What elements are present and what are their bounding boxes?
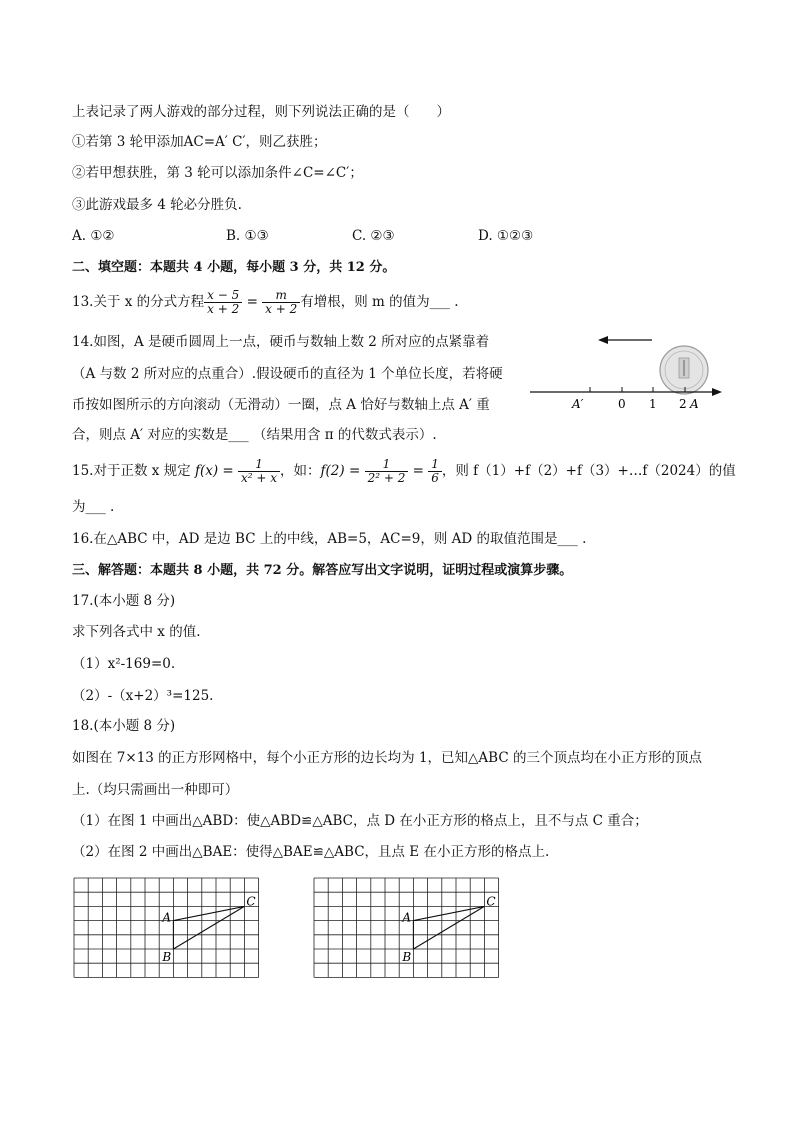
triangle-abc bbox=[413, 906, 484, 949]
roll-direction-arrowhead bbox=[598, 336, 608, 344]
q18-part-2: （2）在图 2 中画出△BAE：使得△BAE≌△ABC，且点 E 在小正方形的格点上. bbox=[72, 844, 550, 860]
q13-fraction-2: $\frac{m}{x + 2}$ bbox=[262, 289, 300, 316]
q15-line-2: 为___ . bbox=[72, 499, 115, 515]
q14-line-3: 币按如图所示的方向滚动（无滑动）一圈，点 A 恰好与数轴上点 A′ 重 bbox=[72, 397, 490, 413]
q12-option-b: B. ①③ bbox=[226, 228, 269, 244]
q14-line-2: （A 与数 2 所对应的点重合）.假设硬币的直径为 1 个单位长度，若将硬 bbox=[72, 366, 503, 382]
label-0: 0 bbox=[618, 397, 626, 411]
q12-statement-1: ①若第 3 轮甲添加AC=A′ C′，则乙获胜； bbox=[72, 134, 327, 150]
vertex-label-a: A bbox=[162, 910, 172, 925]
vertex-label-b: B bbox=[162, 950, 172, 964]
label-1: 1 bbox=[649, 397, 657, 411]
q17-part-1: （1）x²-169=0. bbox=[72, 656, 176, 672]
q15-post: ，则 f（1）+f（2）+f（3）+…f（2024）的值 bbox=[441, 463, 736, 479]
q13-line bbox=[72, 287, 458, 317]
section-2-heading: 二、填空题：本题共 4 小题，每小题 3 分，共 12 分。 bbox=[72, 260, 396, 275]
vertex-label-c: C bbox=[486, 894, 496, 909]
section-3-heading: 三、解答题：本题共 8 小题，共 72 分。解答应写出文字说明，证明过程或演算步骤。 bbox=[72, 563, 573, 578]
q15-fraction-result: $\frac{1}{6}$ bbox=[428, 458, 442, 485]
vertex-label-b: B bbox=[402, 950, 412, 964]
q15-f2: f(2) = bbox=[320, 463, 361, 479]
q12-option-c: C. ②③ bbox=[352, 228, 395, 244]
q13-equals: = bbox=[246, 294, 258, 310]
q17-part-2: （2）-（x+2）³=125. bbox=[72, 688, 214, 704]
q16-line: 16.在△ABC 中，AD 是边 BC 上的中线，AB=5，AC=9，则 AD 的取值范围是___ . bbox=[72, 531, 587, 547]
q15-mid: ，如： bbox=[280, 463, 321, 479]
q12-statement-2: ②若甲想获胜，第 3 轮可以添加条件∠C=∠C′； bbox=[72, 165, 363, 181]
q15-fraction-example: $\frac{1}{\text{2² + 2}}$ bbox=[365, 458, 409, 485]
q14-line-4: 合，则点 A′ 对应的实数是___ （结果用含 π 的代数式表示）. bbox=[72, 427, 437, 443]
vertex-label-a: A bbox=[402, 910, 412, 925]
q15-line-1 bbox=[72, 455, 736, 487]
q14-number-line-figure bbox=[520, 330, 730, 414]
vertex-label-c: C bbox=[246, 894, 256, 909]
label-a: A bbox=[690, 397, 699, 411]
q15-pre: 15.对于正数 x 规定 bbox=[72, 463, 191, 479]
q17-stem: 求下列各式中 x 的值. bbox=[72, 624, 201, 640]
q12-option-d: D. ①②③ bbox=[478, 228, 534, 244]
q14-line-1: 14.如图，A 是硬币圆周上一点，硬币与数轴上数 2 所对应的点紧靠着 bbox=[72, 334, 490, 350]
q18-heading: 18.(本小题 8 分) bbox=[72, 718, 176, 734]
q12-option-a: A. ①② bbox=[72, 228, 115, 244]
q15-fraction-def: $\frac{1}{\text{x² + x}}$ bbox=[238, 458, 280, 485]
q18-stem-line-2: 上.（均只需画出一种即可） bbox=[72, 782, 239, 798]
q13-pre: 13.关于 x 的分式方程 bbox=[72, 294, 205, 310]
q12-statement-3: ③此游戏最多 4 轮必分胜负. bbox=[72, 197, 242, 213]
q17-heading: 17.(本小题 8 分) bbox=[72, 593, 176, 609]
q15-fx: f(x) = bbox=[194, 463, 234, 479]
axis-arrowhead bbox=[712, 388, 722, 396]
q15-equals: = bbox=[412, 463, 424, 479]
q13-post: 有增根，则 m 的值为___ . bbox=[300, 294, 459, 310]
label-a-prime: A′ bbox=[572, 397, 584, 411]
coin-icon bbox=[660, 346, 708, 394]
q18-stem-line-1: 如图在 7×13 的正方形网格中，每个小正方形的边长均为 1，已知△ABC 的三个顶点均在小正方形的顶点 bbox=[72, 750, 702, 766]
q12-stem: 上表记录了两人游戏的部分过程，则下列说法正确的是（ ） bbox=[72, 104, 450, 120]
label-2: 2 bbox=[679, 397, 687, 411]
q18-grid-figure-2 bbox=[312, 876, 504, 980]
q18-part-1: （1）在图 1 中画出△ABD：使△ABD≌△ABC，点 D 在小正方形的格点上，且不与点 C 重合； bbox=[72, 813, 648, 829]
q13-fraction-1: $\frac{x - 5}{x + 2}$ bbox=[204, 289, 242, 316]
q18-grid-figure-1 bbox=[72, 876, 264, 980]
triangle-abc bbox=[173, 906, 244, 949]
